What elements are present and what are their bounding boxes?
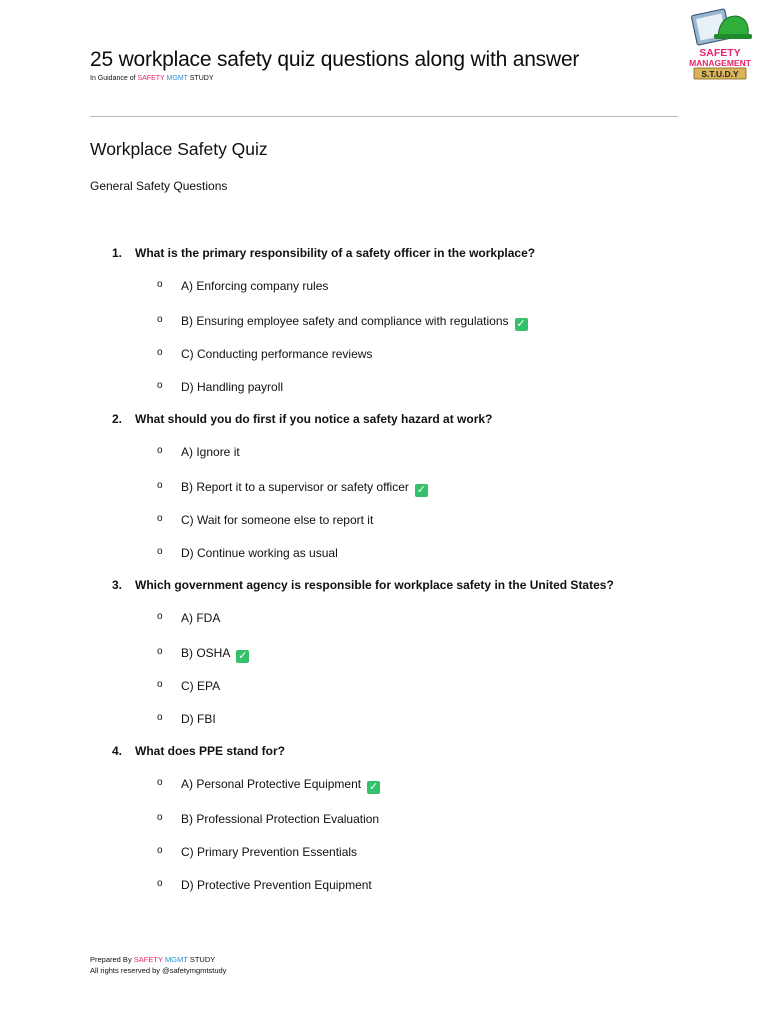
option-text: B) OSHA [181,646,231,660]
option-label [181,878,372,892]
question-number: 3. [112,578,123,592]
option-label [181,347,372,361]
bullet-icon: o [157,777,163,788]
guidance-line [90,75,214,82]
option-text: C) Primary Prevention Essentials [181,845,358,859]
question-number: 1. [112,246,123,260]
option-label [181,777,380,794]
bullet-icon: o [157,845,163,856]
check-mark-icon: ✓ [368,781,379,793]
bullet-icon: o [157,611,163,622]
logo-line3: S.T.U.D.Y [701,69,739,79]
option-label [181,679,220,693]
bullet-icon: o [157,546,163,557]
option-label [181,712,216,726]
option-label [181,546,338,560]
bullet-icon: o [157,712,163,723]
bullet-icon: o [157,812,163,823]
bullet-icon: o [157,347,163,358]
option-text: C) Conducting performance reviews [181,347,373,361]
option-label [181,314,528,331]
option-text: A) Ignore it [181,445,240,459]
option-text: C) EPA [181,679,221,693]
option-label [181,445,240,459]
bullet-icon: o [157,480,163,491]
footer-brand-mgmt: MGMT [164,955,188,964]
option-label [181,279,328,293]
brand-study: STUDY [189,75,214,82]
option-text: B) Professional Protection Evaluation [181,812,380,826]
safety-management-study-logo [684,6,756,82]
check-mark-icon: ✓ [516,318,526,330]
option-text: D) Continue working as usual [181,546,338,560]
section-title: General Safety Questions [90,179,228,193]
header-divider [90,116,678,117]
bullet-icon: o [157,380,163,391]
bullet-icon: o [157,445,163,456]
check-mark-icon: ✓ [238,650,248,662]
option-text: D) Handling payroll [181,380,284,394]
bullet-icon: o [157,513,163,524]
footer-prefix: Prepared By [90,955,132,964]
option-text: A) Enforcing company rules [181,279,329,293]
guidance-prefix: In Guidance of [90,75,136,82]
option-label [181,812,379,826]
bullet-icon: o [157,314,163,325]
option-label [181,380,283,394]
option-text: B) Ensuring employee safety and compliance with regulations [181,314,509,328]
brand-safety: SAFETY [137,75,165,82]
bullet-icon: o [157,279,163,290]
option-label [181,513,373,527]
question-number: 2. [112,412,123,426]
footer-brand-study: STUDY [189,955,216,964]
question-text: What should you do first if you notice a safety hazard at work? [135,412,493,426]
option-text: D) FBI [181,712,216,726]
document-title: 25 workplace safety quiz questions along with answer [90,48,580,71]
quiz-title: Workplace Safety Quiz [90,139,268,159]
option-text: A) FDA [181,611,221,625]
option-text: C) Wait for someone else to report it [181,513,374,527]
option-label [181,480,428,497]
question-text: Which government agency is responsible for workplace safety in the United States? [135,578,614,592]
option-text: B) Report it to a supervisor or safety officer [181,480,409,494]
question-text: What is the primary responsibility of a safety officer in the workplace? [135,246,536,260]
option-text: A) Personal Protective Equipment [181,777,362,791]
option-label [181,845,357,859]
bullet-icon: o [157,679,163,690]
footer-rights: All rights reserved by @safetymgmtstudy [90,966,227,975]
logo-line2: MANAGEMENT [689,58,751,68]
question-number: 4. [112,744,123,758]
option-label [181,611,220,625]
bullet-icon: o [157,878,163,889]
footer-brand-safety: SAFETY [133,955,163,964]
question-text: What does PPE stand for? [135,744,286,758]
option-label [181,646,249,663]
option-text: D) Protective Prevention Equipment [181,878,372,892]
check-mark-icon: ✓ [416,484,426,496]
footer-prepared [90,955,215,964]
brand-mgmt: MGMT [166,75,188,82]
bullet-icon: o [157,646,163,657]
logo-line1: SAFETY [699,47,741,59]
